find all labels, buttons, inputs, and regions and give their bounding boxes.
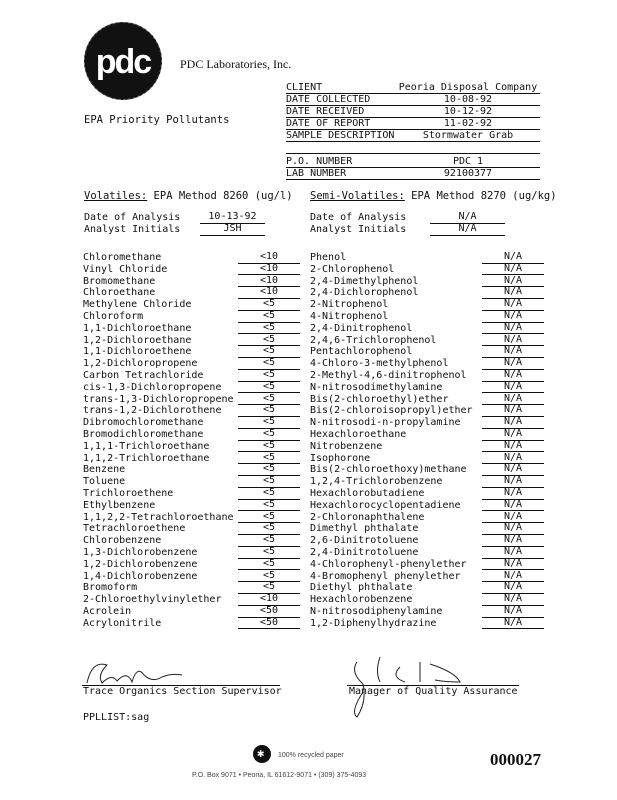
volatiles-date-value: 10-13-92: [200, 212, 265, 224]
analyte-result: <5: [238, 559, 300, 571]
analyte-result: N/A: [482, 441, 544, 453]
analyte-result: <5: [238, 299, 300, 311]
analyte-result: N/A: [482, 335, 544, 347]
analyte-name: Tetrachloroethene: [83, 523, 186, 535]
analyte-result: N/A: [482, 346, 544, 358]
analyte-result: <5: [238, 512, 300, 524]
header-field: [286, 156, 540, 168]
analyte-result: <5: [238, 571, 300, 583]
analyte-result: N/A: [482, 382, 544, 394]
field-label: DATE COLLECTED: [286, 94, 371, 105]
semivolatiles-analyst-label: Analyst Initials: [310, 224, 407, 235]
header-field: [286, 106, 540, 118]
analyte-result: N/A: [482, 429, 544, 441]
analyte-result: N/A: [482, 512, 544, 524]
analyte-name: Bromoform: [83, 582, 138, 594]
analyte-result: N/A: [482, 618, 544, 630]
analyte-name: Hexachloroethane: [310, 429, 407, 440]
analyte-name: Trichloroethene: [83, 488, 174, 499]
analyte-result: <5: [238, 523, 300, 535]
analyte-name: 1,1,2-Trichloroethane: [83, 452, 210, 464]
analyte-name: Diethyl phthalate: [310, 582, 413, 594]
analyte-name: 1,1,1-Trichloroethane: [83, 440, 210, 452]
header-field: [286, 142, 540, 154]
analyte-name: 1,2-Dichlorobenzene: [83, 558, 198, 570]
analyte-name: 2-Chlorophenol: [310, 263, 395, 275]
analyte-result: <5: [238, 394, 300, 406]
header-field: [286, 94, 540, 106]
field-label: LAB NUMBER: [286, 168, 347, 179]
file-reference: PPLLIST:sag: [83, 712, 150, 723]
analyte-result: <5: [238, 429, 300, 441]
analyte-name: 1,3-Dichlorobenzene: [83, 547, 198, 558]
field-value: Stormwater Grab: [422, 130, 514, 141]
analyte-name: 2-Nitrophenol: [310, 299, 389, 311]
field-label: P.O. NUMBER: [286, 156, 353, 167]
analyte-result: <5: [238, 323, 300, 335]
analyte-name: Methylene Chloride: [83, 299, 192, 311]
analyte-name: Bromomethane: [83, 275, 156, 287]
analyte-name: Bis(2-chloroethoxy)methane: [310, 464, 467, 476]
analyte-name: Chloroethane: [83, 287, 156, 299]
analyte-result: N/A: [482, 453, 544, 465]
analyte-name: N-nitrosodimethylamine: [310, 381, 443, 393]
pdc-logo: pdc: [84, 22, 162, 100]
analyte-name: 4-Chloro-3-methylphenol: [310, 358, 449, 370]
field-label: CLIENT: [286, 82, 323, 93]
analyte-result: <5: [238, 417, 300, 429]
analyte-result: <5: [238, 547, 300, 559]
analyte-name: Chloromethane: [83, 252, 162, 263]
analyte-name: Isophorone: [310, 452, 371, 464]
analyte-name: 2,4-Dichlorophenol: [310, 287, 419, 299]
analyte-result: <5: [238, 370, 300, 382]
analyte-name: 2,4-Dinitrophenol: [310, 322, 413, 334]
analyte-result: N/A: [482, 606, 544, 618]
analyte-result: N/A: [482, 547, 544, 559]
recycle-icon: ✱: [253, 745, 271, 763]
analyte-result: <5: [238, 535, 300, 547]
analyte-name: Ethylbenzene: [83, 499, 156, 511]
semivolatiles-date-value: N/A: [430, 212, 505, 224]
analyte-result: N/A: [482, 535, 544, 547]
field-value: 10-08-92: [443, 94, 493, 105]
analyte-result: <50: [238, 618, 300, 630]
analyte-name: 1,2-Dichloropropene: [83, 358, 198, 370]
analyte-result: N/A: [482, 287, 544, 299]
analyte-name: Nitrobenzene: [310, 440, 383, 452]
analyte-name: N-nitrosodi-n-propylamine: [310, 417, 461, 429]
analyte-name: 2,4-Dinitrotoluene: [310, 547, 419, 558]
analyte-name: 2,4-Dimethylphenol: [310, 275, 419, 287]
analyte-name: 2-Chloronaphthalene: [310, 511, 425, 523]
analyte-result: <5: [238, 453, 300, 465]
analyte-result: N/A: [482, 323, 544, 335]
volatiles-analyst-value: JSH: [200, 224, 265, 236]
analyte-result: <5: [238, 441, 300, 453]
analyte-result: <5: [238, 346, 300, 358]
analyte-result: N/A: [482, 500, 544, 512]
form-title: EPA Priority Pollutants: [84, 114, 230, 126]
analyte-result: N/A: [482, 464, 544, 476]
field-value: 92100377: [443, 168, 493, 179]
analyte-result: N/A: [482, 594, 544, 606]
header-field: [286, 168, 540, 180]
recycled-paper-note: 100% recycled paper: [278, 752, 344, 759]
analyte-result: N/A: [482, 276, 544, 288]
analyte-name: 1,2,4-Trichlorobenzene: [310, 476, 443, 488]
analyte-name: Acrylonitrile: [83, 617, 162, 629]
document-number: 000027: [490, 750, 541, 769]
analyte-name: 4-Bromophenyl phenylether: [310, 570, 461, 582]
analyte-name: trans-1,2-Dichlorothene: [83, 405, 222, 417]
analyte-result: N/A: [482, 264, 544, 276]
analyte-result: N/A: [482, 394, 544, 406]
analyte-name: 2,4,6-Trichlorophenol: [310, 334, 437, 346]
analyte-result: <5: [238, 405, 300, 417]
analyte-result: N/A: [482, 476, 544, 488]
field-value: 10-12-92: [443, 106, 493, 117]
analyte-result: <10: [238, 276, 300, 288]
header-field: [286, 118, 540, 130]
analyte-name: 4-Chlorophenyl-phenylether: [310, 558, 467, 570]
analyte-result: <5: [238, 476, 300, 488]
analyte-result: <50: [238, 606, 300, 618]
semivolatiles-date-label: Date of Analysis: [310, 212, 407, 223]
analyte-name: Vinyl Chloride: [83, 263, 168, 275]
analyte-name: cis-1,3-Dichloropropene: [83, 381, 222, 393]
analyte-result: <5: [238, 500, 300, 512]
analyte-result: N/A: [482, 405, 544, 417]
analyte-name: Pentachlorophenol: [310, 346, 413, 358]
analyte-result: <10: [238, 264, 300, 276]
analyte-result: <5: [238, 335, 300, 347]
supervisor-signature: [82, 655, 192, 687]
analyte-result: N/A: [482, 370, 544, 382]
analyte-name: 1,2-Dichloroethane: [83, 334, 192, 346]
analyte-result: <5: [238, 311, 300, 323]
analyte-name: Dibromochloromethane: [83, 417, 204, 429]
analyte-name: Hexachlorobutadiene: [310, 488, 425, 499]
analyte-result: N/A: [482, 358, 544, 370]
footer-address: P.O. Box 9071 • Peoria, IL 61612-9071 • (309) 375-4093: [192, 772, 367, 779]
analyte-name: Carbon Tetrachloride: [83, 370, 204, 381]
analyte-name: Bis(2-chloroethyl)ether: [310, 393, 449, 405]
analyte-result: N/A: [482, 311, 544, 323]
analyte-result: N/A: [482, 252, 544, 264]
analyte-result: <5: [238, 488, 300, 500]
analyte-result: <5: [238, 358, 300, 370]
analyte-name: Toluene: [83, 476, 126, 488]
analyte-result: <5: [238, 582, 300, 594]
analyte-result: <5: [238, 382, 300, 394]
analyte-name: Bis(2-chloroisopropyl)ether: [310, 405, 473, 417]
header-field: [286, 82, 540, 94]
company-name: PDC Laboratories, Inc.: [180, 57, 292, 71]
semivolatiles-heading: Semi-Volatiles: EPA Method 8270 (ug/kg): [310, 190, 557, 202]
field-value: PDC 1: [452, 156, 484, 167]
analyte-name: 2-Methyl-4,6-dinitrophenol: [310, 370, 467, 381]
analyte-name: Bromodichloromethane: [83, 429, 204, 440]
analyte-name: 1,1-Dichloroethene: [83, 346, 192, 358]
analyte-name: Hexachlorobenzene: [310, 594, 413, 606]
semivolatiles-analyst-value: N/A: [430, 224, 505, 236]
analyte-result: <10: [238, 287, 300, 299]
field-label: DATE RECEIVED: [286, 106, 365, 117]
analyte-name: 2-Chloroethylvinylether: [83, 594, 222, 606]
qa-manager-title: Manager of Quality Assurance: [349, 686, 518, 697]
analyte-name: trans-1,3-Dichloropropene: [83, 393, 234, 405]
analyte-result: N/A: [482, 559, 544, 571]
analyte-name: Hexachlorocyclopentadiene: [310, 499, 461, 511]
analyte-result: N/A: [482, 417, 544, 429]
analyte-result: <5: [238, 464, 300, 476]
analyte-result: N/A: [482, 582, 544, 594]
analyte-name: 2,6-Dinitrotoluene: [310, 535, 419, 547]
analyte-result: N/A: [482, 488, 544, 500]
analyte-name: 1,4-Dichlorobenzene: [83, 570, 198, 582]
field-label: SAMPLE DESCRIPTION: [286, 130, 395, 141]
analyte-result: <10: [238, 594, 300, 606]
analyte-name: 1,1-Dichloroethane: [83, 322, 192, 334]
header-field: [286, 130, 540, 142]
analyte-result: N/A: [482, 299, 544, 311]
analyte-name: Dimethyl phthalate: [310, 523, 419, 535]
analyte-name: Chloroform: [83, 311, 144, 322]
volatiles-analyst-label: Analyst Initials: [84, 224, 181, 235]
analyte-name: Phenol: [310, 252, 347, 263]
field-value: 11-02-92: [443, 118, 493, 129]
analyte-name: Benzene: [83, 464, 126, 476]
analyte-name: Chlorobenzene: [83, 535, 162, 547]
field-value: Peoria Disposal Company: [398, 82, 538, 93]
analyte-name: 1,1,2,2-Tetrachloroethane: [83, 511, 234, 523]
volatiles-heading: Volatiles: EPA Method 8260 (ug/l): [84, 190, 293, 202]
analyte-result: N/A: [482, 523, 544, 535]
analyte-name: Acrolein: [83, 606, 132, 617]
volatiles-date-label: Date of Analysis: [84, 212, 181, 223]
analyte-result: N/A: [482, 571, 544, 583]
analyte-name: N-nitrosodiphenylamine: [310, 606, 443, 617]
supervisor-title: Trace Organics Section Supervisor: [83, 686, 282, 697]
field-label: DATE OF REPORT: [286, 118, 371, 129]
analyte-result: <10: [238, 252, 300, 264]
analyte-name: 1,2-Diphenylhydrazine: [310, 617, 437, 629]
analyte-name: 4-Nitrophenol: [310, 311, 389, 322]
